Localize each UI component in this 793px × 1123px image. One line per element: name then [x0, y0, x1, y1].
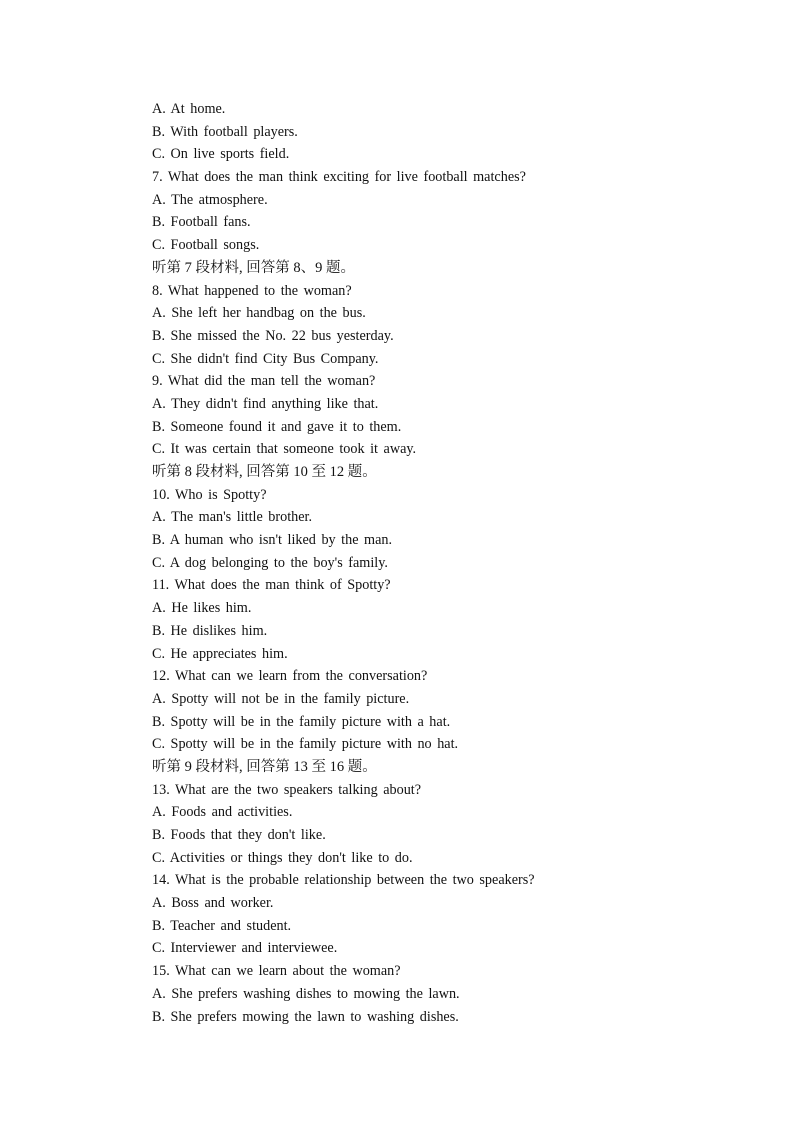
section-heading: 听第 9 段材料, 回答第 13 至 16 题。 — [152, 758, 377, 775]
answer-option: B. Spotty will be in the family picture with a hat. — [152, 713, 451, 730]
answer-option: A. Boss and worker. — [152, 895, 274, 912]
answer-option: A. Spotty will not be in the family picture. — [152, 690, 410, 707]
question-text: 9. What did the man tell the woman? — [152, 373, 376, 390]
question-text: 10. Who is Spotty? — [152, 486, 267, 503]
answer-option: B. She missed the No. 22 bus yesterday. — [152, 327, 394, 344]
answer-option: A. They didn't find anything like that. — [152, 395, 379, 412]
answer-option: B. Football fans. — [152, 214, 251, 231]
answer-option: B. With football players. — [152, 123, 298, 140]
answer-option: C. Interviewer and interviewee. — [152, 940, 338, 957]
answer-option: C. She didn't find City Bus Company. — [152, 350, 379, 367]
section-heading: 听第 7 段材料, 回答第 8、9 题。 — [152, 259, 355, 276]
answer-option: B. Foods that they don't like. — [152, 827, 326, 843]
answer-option: B. A human who isn't liked by the man. — [152, 532, 393, 549]
question-text: 12. What can we learn from the conversation? — [152, 668, 428, 685]
answer-option: B. She prefers mowing the lawn to washing dishes. — [152, 1008, 459, 1025]
question-text: 13. What are the two speakers talking about? — [152, 781, 422, 798]
answer-option: C. On live sports field. — [152, 146, 290, 163]
question-text: 11. What does the man think of Spotty? — [152, 577, 391, 594]
answer-option: C. He appreciates him. — [152, 645, 288, 662]
section-heading: 听第 8 段材料, 回答第 10 至 12 题。 — [152, 464, 377, 480]
question-text: 14. What is the probable relationship between the two speakers? — [152, 872, 535, 889]
answer-option: C. Spotty will be in the family picture with no hat. — [152, 736, 459, 753]
answer-option: B. Someone found it and gave it to them. — [152, 418, 402, 435]
question-list — [152, 98, 712, 1028]
answer-option: A. Foods and activities. — [152, 804, 293, 821]
answer-option: B. Teacher and student. — [152, 917, 292, 934]
answer-option: C. A dog belonging to the boy's family. — [152, 554, 388, 571]
question-text: 15. What can we learn about the woman? — [152, 963, 401, 980]
answer-option: A. He likes him. — [152, 600, 252, 617]
answer-option: C. Football songs. — [152, 237, 260, 254]
answer-option: A. The man's little brother. — [152, 509, 313, 526]
question-text: 7. What does the man think exciting for live football matches? — [152, 169, 526, 186]
answer-option: B. He dislikes him. — [152, 622, 268, 639]
answer-option: A. She prefers washing dishes to mowing the lawn. — [152, 985, 460, 1002]
answer-option: C. Activities or things they don't like to do. — [152, 849, 413, 866]
answer-option: A. At home. — [152, 101, 226, 117]
question-text: 8. What happened to the woman? — [152, 282, 352, 299]
answer-option: C. It was certain that someone took it away. — [152, 441, 417, 458]
answer-option: A. The atmosphere. — [152, 191, 268, 208]
answer-option: A. She left her handbag on the bus. — [152, 305, 366, 322]
